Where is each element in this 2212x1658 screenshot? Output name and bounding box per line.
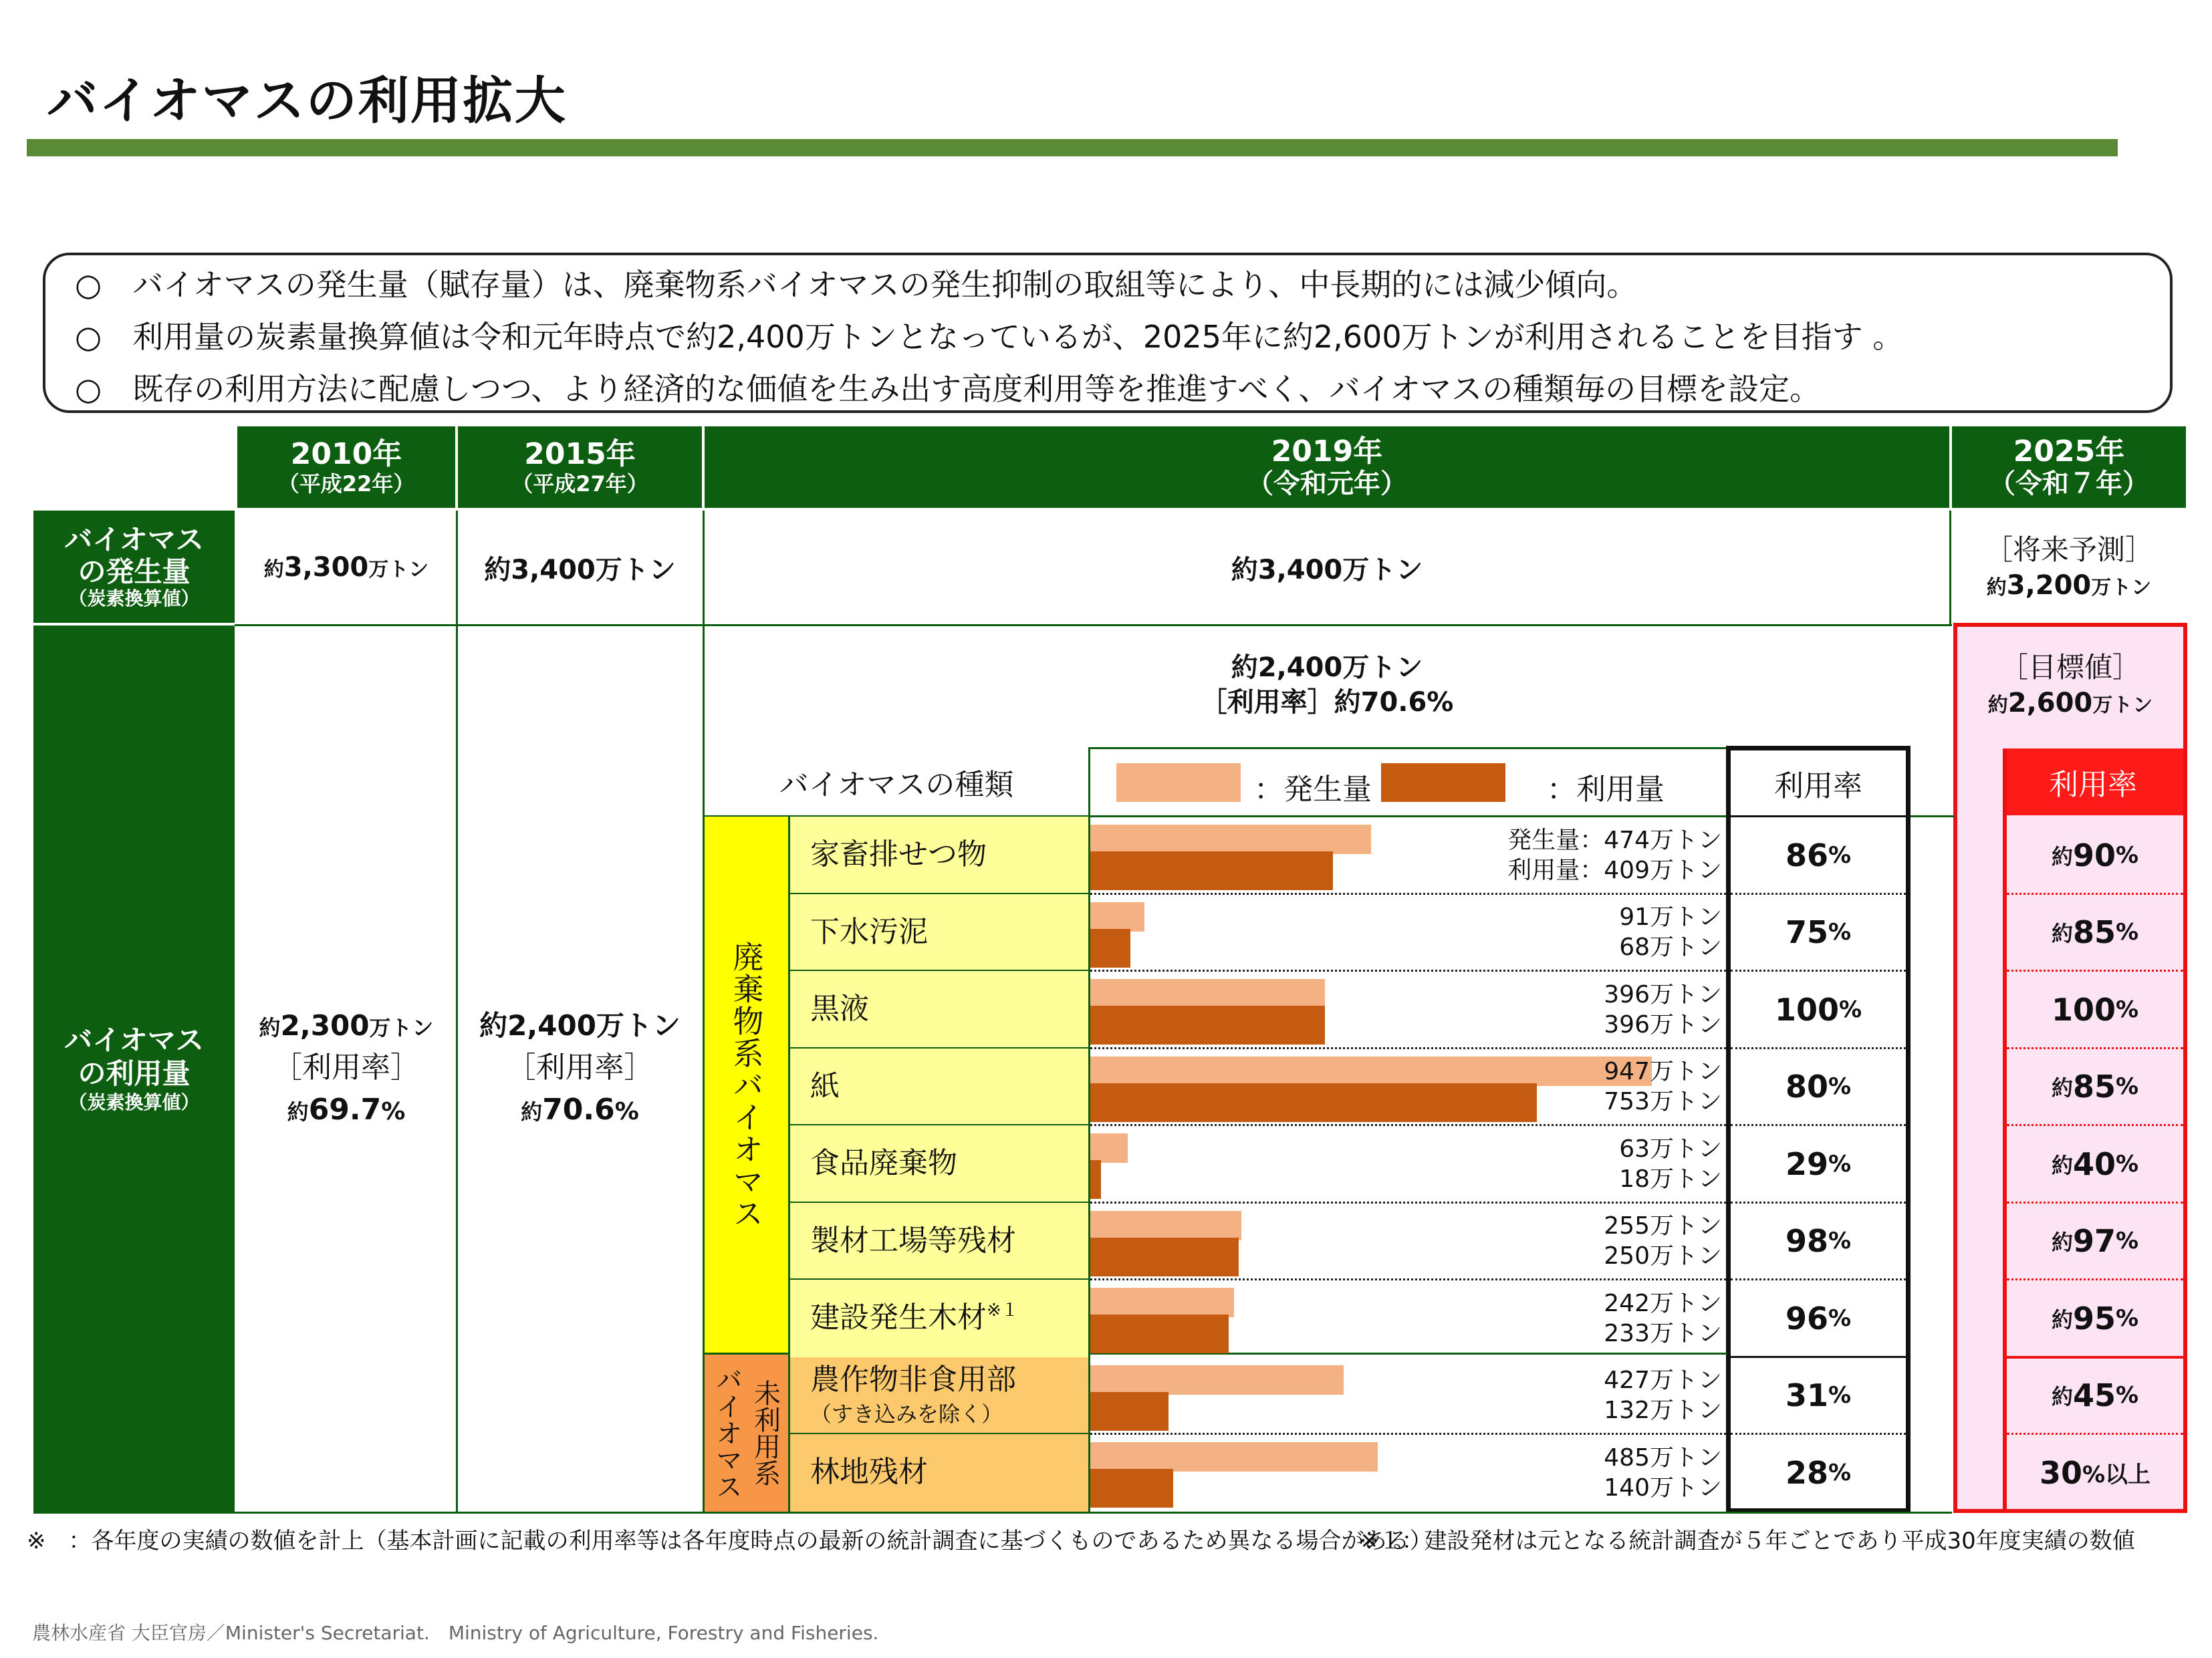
target-rate-2025 bbox=[2007, 1203, 2183, 1280]
target-suffix: % bbox=[2115, 1304, 2139, 1332]
target-suffix: % bbox=[2115, 841, 2139, 869]
biomass-name-line bbox=[810, 916, 1088, 950]
type-header: バイオマスの種類 bbox=[779, 768, 1014, 802]
utilization-rate-2019 bbox=[1731, 1434, 1906, 1512]
year-header-2015 bbox=[458, 426, 702, 508]
utilization-2015 bbox=[458, 626, 702, 1512]
generation-value-label: 発生量：474万トン bbox=[1507, 826, 1722, 854]
target-number: 85 bbox=[2072, 914, 2116, 951]
target-suffix: % bbox=[2115, 1073, 2139, 1101]
generation-2010-num: 3,300 bbox=[283, 552, 369, 583]
rate-percent: % bbox=[1828, 1459, 1852, 1486]
generation-2025-num: 3,200 bbox=[2006, 570, 2092, 601]
value-labels bbox=[1090, 1360, 1722, 1432]
utilization-label-note: （炭素換算値） bbox=[68, 1091, 200, 1113]
year-2015-sub: （平成27年） bbox=[511, 470, 648, 497]
utilization-rate-2019 bbox=[1731, 1357, 1906, 1435]
use-value-label: 396万トン bbox=[1604, 1010, 1722, 1039]
biomass-name: 黒液 bbox=[810, 992, 869, 1026]
year-2025-label: 2025年 bbox=[2013, 434, 2125, 468]
generation-2010-unit: 万トン bbox=[368, 558, 429, 581]
biomass-name-line bbox=[810, 838, 1088, 872]
target-suffix: % bbox=[2115, 919, 2139, 946]
target-rate-2025 bbox=[2007, 1280, 2183, 1357]
rate-number: 100 bbox=[1774, 991, 1839, 1028]
group-unused-label-2: バイオマス bbox=[711, 1366, 743, 1500]
target-number: 40 bbox=[2072, 1145, 2116, 1182]
utilization-2019-rate: ［利用率］約70.6% bbox=[1200, 687, 1454, 718]
year-header-2010 bbox=[237, 426, 455, 508]
utilization-rate-2019 bbox=[1731, 1280, 1906, 1357]
footnote-1: ※１：建設発材は元となる統計調査が５年ごとであり平成30年度実績の数値 bbox=[1360, 1528, 2135, 1554]
generation-2025 bbox=[1952, 511, 2186, 624]
row-separator bbox=[1090, 1202, 1726, 1204]
use-value-label: 利用量：409万トン bbox=[1507, 856, 1722, 884]
row-separator bbox=[1090, 893, 1726, 895]
generation-value-label: 485万トン bbox=[1604, 1443, 1722, 1472]
rate-percent: % bbox=[1828, 1150, 1852, 1178]
target-number: 90 bbox=[2072, 837, 2116, 873]
generation-label-note: （炭素換算値） bbox=[68, 587, 200, 610]
generation-value-label: 242万トン bbox=[1604, 1289, 1722, 1317]
rate-number: 31 bbox=[1785, 1377, 1828, 1414]
rate-percent: % bbox=[1838, 996, 1862, 1023]
utilization-2010-num: 2,300 bbox=[280, 1008, 370, 1042]
utilization-2025-unit: 万トン bbox=[2092, 694, 2153, 718]
target-rate-2025 bbox=[2007, 1357, 2183, 1435]
utilization-2025-tag: ［目標値］ bbox=[1999, 650, 2140, 684]
target-rate-2025 bbox=[2007, 1125, 2183, 1203]
biomass-name-line bbox=[810, 1070, 1088, 1104]
utilization-rate-2019 bbox=[1731, 1049, 1906, 1126]
utilization-label-1: バイオマス bbox=[64, 1023, 204, 1057]
biomass-name: 食品廃棄物 bbox=[810, 1146, 957, 1181]
use-value-label: 132万トン bbox=[1604, 1397, 1722, 1425]
year-header-2025 bbox=[1952, 426, 2186, 508]
group-waste bbox=[705, 817, 788, 1354]
target-suffix: %以上 bbox=[2082, 1462, 2151, 1489]
year-2010-sub: （平成22年） bbox=[277, 470, 415, 497]
generation-value-label: 427万トン bbox=[1604, 1367, 1722, 1395]
use-value-label: 753万トン bbox=[1604, 1088, 1722, 1116]
year-header-2019 bbox=[705, 426, 1949, 508]
target-approx: 約 bbox=[2051, 1075, 2073, 1101]
legend-use-label: ：利用量 bbox=[1547, 773, 1665, 807]
rate-percent: % bbox=[1828, 1228, 1852, 1255]
biomass-name: 下水汚泥 bbox=[810, 914, 928, 949]
year-2015-label: 2015年 bbox=[524, 437, 636, 472]
rate-number: 98 bbox=[1785, 1223, 1828, 1260]
target-number: 85 bbox=[2072, 1069, 2116, 1105]
target-rate-2025 bbox=[2007, 1049, 2183, 1126]
utilization-2010-rate-approx: 約 bbox=[287, 1099, 309, 1125]
target-suffix: % bbox=[2115, 996, 2139, 1023]
footer: 農林水産省 大臣官房／Minister's Secretariat. Ministry of Agriculture, Forestry and Fisheries. bbox=[32, 1622, 879, 1644]
target-approx: 約 bbox=[2051, 1152, 2073, 1178]
summary-line-1: ○ バイオマスの発生量（賦存量）は、廃棄物系バイオマスの発生抑制の取組等により、中長期的には減少傾向。 bbox=[75, 267, 1638, 303]
generation-label-1: バイオマス bbox=[64, 523, 204, 556]
value-labels bbox=[1090, 1282, 1722, 1355]
generation-2015: 約3,400万トン bbox=[484, 554, 676, 585]
year-2019-label: 2019年 bbox=[1271, 434, 1383, 468]
biomass-name-line bbox=[810, 1456, 1088, 1490]
value-labels bbox=[1090, 1206, 1722, 1278]
target-approx: 約 bbox=[2051, 843, 2073, 869]
row-separator bbox=[1090, 970, 1726, 972]
value-labels bbox=[1090, 1051, 1722, 1123]
row-separator bbox=[1090, 1278, 1726, 1280]
footnote-main: ※ ：各年度の実績の数値を計上（基本計画に記載の利用率等は各年度時点の最新の統計調査に基づくものであるため異なる場合がある） bbox=[27, 1528, 1433, 1554]
biomass-name: 建設発生木材 bbox=[810, 1300, 987, 1335]
utilization-2025-approx: 約 bbox=[1987, 694, 2008, 718]
biomass-name: 農作物非食用部 bbox=[810, 1362, 1016, 1397]
biomass-name-cell bbox=[790, 1280, 1088, 1357]
generation-value-label: 63万トン bbox=[1619, 1135, 1722, 1163]
group-unused-label-1: 未利用系 bbox=[749, 1379, 781, 1486]
rate-percent: % bbox=[1828, 1304, 1852, 1332]
target-approx: 約 bbox=[2051, 1230, 2073, 1256]
rate-number: 75 bbox=[1785, 914, 1828, 951]
use-value-label: 233万トン bbox=[1604, 1319, 1722, 1347]
utilization-2015-pct: % bbox=[614, 1098, 639, 1126]
utilization-rate-2019 bbox=[1731, 971, 1906, 1049]
utilization-2019-amount: 約2,400万トン bbox=[1231, 652, 1423, 683]
generation-2019: 約3,400万トン bbox=[1231, 554, 1423, 585]
group-unused bbox=[705, 1354, 788, 1512]
utilization-rate-2019 bbox=[1731, 1125, 1906, 1203]
target-rate-header: 利用率 bbox=[2003, 748, 2183, 815]
rate-percent: % bbox=[1828, 1382, 1852, 1409]
biomass-name-cell bbox=[790, 1434, 1088, 1512]
page-title: バイオマスの利用拡大 bbox=[47, 71, 567, 130]
utilization-rate-2019 bbox=[1731, 817, 1906, 894]
biomass-name: 紙 bbox=[810, 1069, 840, 1103]
value-labels bbox=[1090, 1437, 1722, 1509]
year-2010-label: 2010年 bbox=[290, 437, 402, 472]
rate-header: 利用率 bbox=[1774, 769, 1862, 803]
biomass-name: 家畜排せつ物 bbox=[810, 837, 987, 872]
year-2025-sub: （令和７年） bbox=[1989, 468, 2149, 500]
row-separator bbox=[1090, 1124, 1726, 1126]
summary-line-3: ○ 既存の利用方法に配慮しつつ、より経済的な価値を生み出す高度利用等を推進すべく、バイオマスの種類毎の目標を設定。 bbox=[75, 371, 1821, 407]
grid-line bbox=[1949, 511, 1951, 626]
biomass-name-cell bbox=[790, 1203, 1088, 1280]
utilization-2025 bbox=[1957, 642, 2183, 728]
footnote-marker: ※１ bbox=[987, 1300, 1019, 1321]
utilization-2019 bbox=[705, 642, 1949, 728]
biomass-name-cell bbox=[790, 1125, 1088, 1203]
rate-percent: % bbox=[1828, 1073, 1852, 1101]
utilization-row-label bbox=[33, 626, 235, 1512]
utilization-rate-2019 bbox=[1731, 894, 1906, 972]
utilization-2015-rate-label: ［利用率］ bbox=[506, 1050, 654, 1085]
generation-2025-tag: ［将来予測］ bbox=[1984, 533, 2153, 566]
target-number: 45 bbox=[2072, 1377, 2116, 1414]
generation-2010-approx: 約 bbox=[263, 558, 284, 581]
summary-line-2: ○ 利用量の炭素量換算値は令和元年時点で約2,400万トンとなっているが、2025年に約2,600万トンが利用されることを目指す 。 bbox=[75, 319, 1904, 355]
use-value-label: 140万トン bbox=[1604, 1474, 1722, 1502]
target-rate-2025 bbox=[2007, 894, 2183, 972]
utilization-2025-num: 2,600 bbox=[2007, 688, 2093, 719]
target-number: 97 bbox=[2072, 1223, 2116, 1260]
rate-number: 29 bbox=[1785, 1145, 1828, 1182]
biomass-name-line bbox=[810, 1363, 1088, 1397]
row-separator bbox=[1090, 1047, 1726, 1049]
utilization-rate-2019 bbox=[1731, 1203, 1906, 1280]
generation-2025-unit: 万トン bbox=[2091, 576, 2152, 600]
rate-number: 28 bbox=[1785, 1454, 1828, 1491]
utilization-2010-rate: 69.7 bbox=[308, 1093, 382, 1127]
value-labels bbox=[1090, 819, 1722, 891]
year-2019-sub: （令和元年） bbox=[1247, 468, 1407, 500]
value-labels bbox=[1090, 1128, 1722, 1200]
legend-generation-label: ：発生量 bbox=[1254, 773, 1372, 807]
row-separator bbox=[1090, 1433, 1726, 1435]
target-rate-2025 bbox=[2007, 1434, 2183, 1512]
legend-use-swatch bbox=[1381, 763, 1505, 802]
utilization-2010-approx: 約 bbox=[259, 1014, 281, 1041]
biomass-name-cell bbox=[790, 1049, 1088, 1126]
generation-2010 bbox=[237, 511, 455, 624]
utilization-2015-amount: 約2,400万トン bbox=[479, 1008, 681, 1042]
biomass-name: 林地残材 bbox=[810, 1455, 928, 1490]
biomass-name: 製材工場等残材 bbox=[810, 1223, 1016, 1258]
generation-2025-approx: 約 bbox=[1986, 576, 2007, 600]
biomass-name-cell bbox=[790, 817, 1088, 894]
utilization-2010-pct: % bbox=[381, 1098, 406, 1126]
biomass-name-cell bbox=[790, 894, 1088, 972]
target-approx: 約 bbox=[2051, 1384, 2073, 1410]
biomass-subnote: （すき込みを除く） bbox=[810, 1401, 1003, 1427]
biomass-name-line bbox=[810, 1301, 1088, 1335]
use-value-label: 68万トン bbox=[1619, 934, 1722, 962]
generation-label-2: の発生量 bbox=[78, 555, 191, 588]
generation-value-label: 91万トン bbox=[1619, 904, 1722, 932]
title-underline bbox=[27, 139, 2118, 156]
generation-value-label: 947万トン bbox=[1604, 1058, 1722, 1086]
utilization-2010 bbox=[237, 626, 455, 1512]
target-rate-2025 bbox=[2007, 971, 2183, 1049]
grid-line bbox=[1088, 747, 1778, 749]
generation-value-label: 255万トン bbox=[1604, 1212, 1722, 1240]
rate-number: 80 bbox=[1785, 1069, 1828, 1105]
biomass-name-cell bbox=[790, 1357, 1088, 1435]
group-waste-label: 廃棄物系バイオマス bbox=[728, 941, 765, 1230]
target-number: 95 bbox=[2072, 1300, 2116, 1337]
target-number: 100 bbox=[2051, 991, 2116, 1028]
grid-line bbox=[33, 1512, 1952, 1514]
use-value-label: 250万トン bbox=[1604, 1242, 1722, 1270]
legend-generation-swatch bbox=[1116, 763, 1241, 802]
target-suffix: % bbox=[2115, 1150, 2139, 1178]
biomass-name-line bbox=[810, 992, 1088, 1026]
use-value-label: 18万トン bbox=[1619, 1165, 1722, 1193]
rate-percent: % bbox=[1828, 919, 1852, 946]
rate-number: 86 bbox=[1785, 837, 1828, 873]
rate-percent: % bbox=[1828, 841, 1852, 869]
rate-number: 96 bbox=[1785, 1300, 1828, 1337]
utilization-2010-unit: 万トン bbox=[369, 1014, 434, 1041]
biomass-name-line bbox=[810, 1224, 1088, 1258]
target-approx: 約 bbox=[2051, 921, 2073, 947]
target-rate-2025 bbox=[2007, 817, 2183, 894]
utilization-2015-rate-approx: 約 bbox=[521, 1099, 543, 1125]
utilization-2015-rate: 70.6 bbox=[542, 1093, 615, 1127]
target-suffix: % bbox=[2115, 1228, 2139, 1255]
target-suffix: % bbox=[2115, 1382, 2139, 1409]
target-number: 30 bbox=[2039, 1454, 2082, 1491]
biomass-name-cell bbox=[790, 971, 1088, 1049]
utilization-2010-rate-label: ［利用率］ bbox=[273, 1050, 420, 1085]
generation-value-label: 396万トン bbox=[1604, 980, 1722, 1008]
generation-row-label bbox=[33, 511, 235, 623]
biomass-name-line bbox=[810, 1147, 1088, 1181]
utilization-label-2: の利用量 bbox=[78, 1057, 191, 1091]
value-labels bbox=[1090, 974, 1722, 1046]
target-approx: 約 bbox=[2051, 1306, 2073, 1333]
value-labels bbox=[1090, 897, 1722, 969]
